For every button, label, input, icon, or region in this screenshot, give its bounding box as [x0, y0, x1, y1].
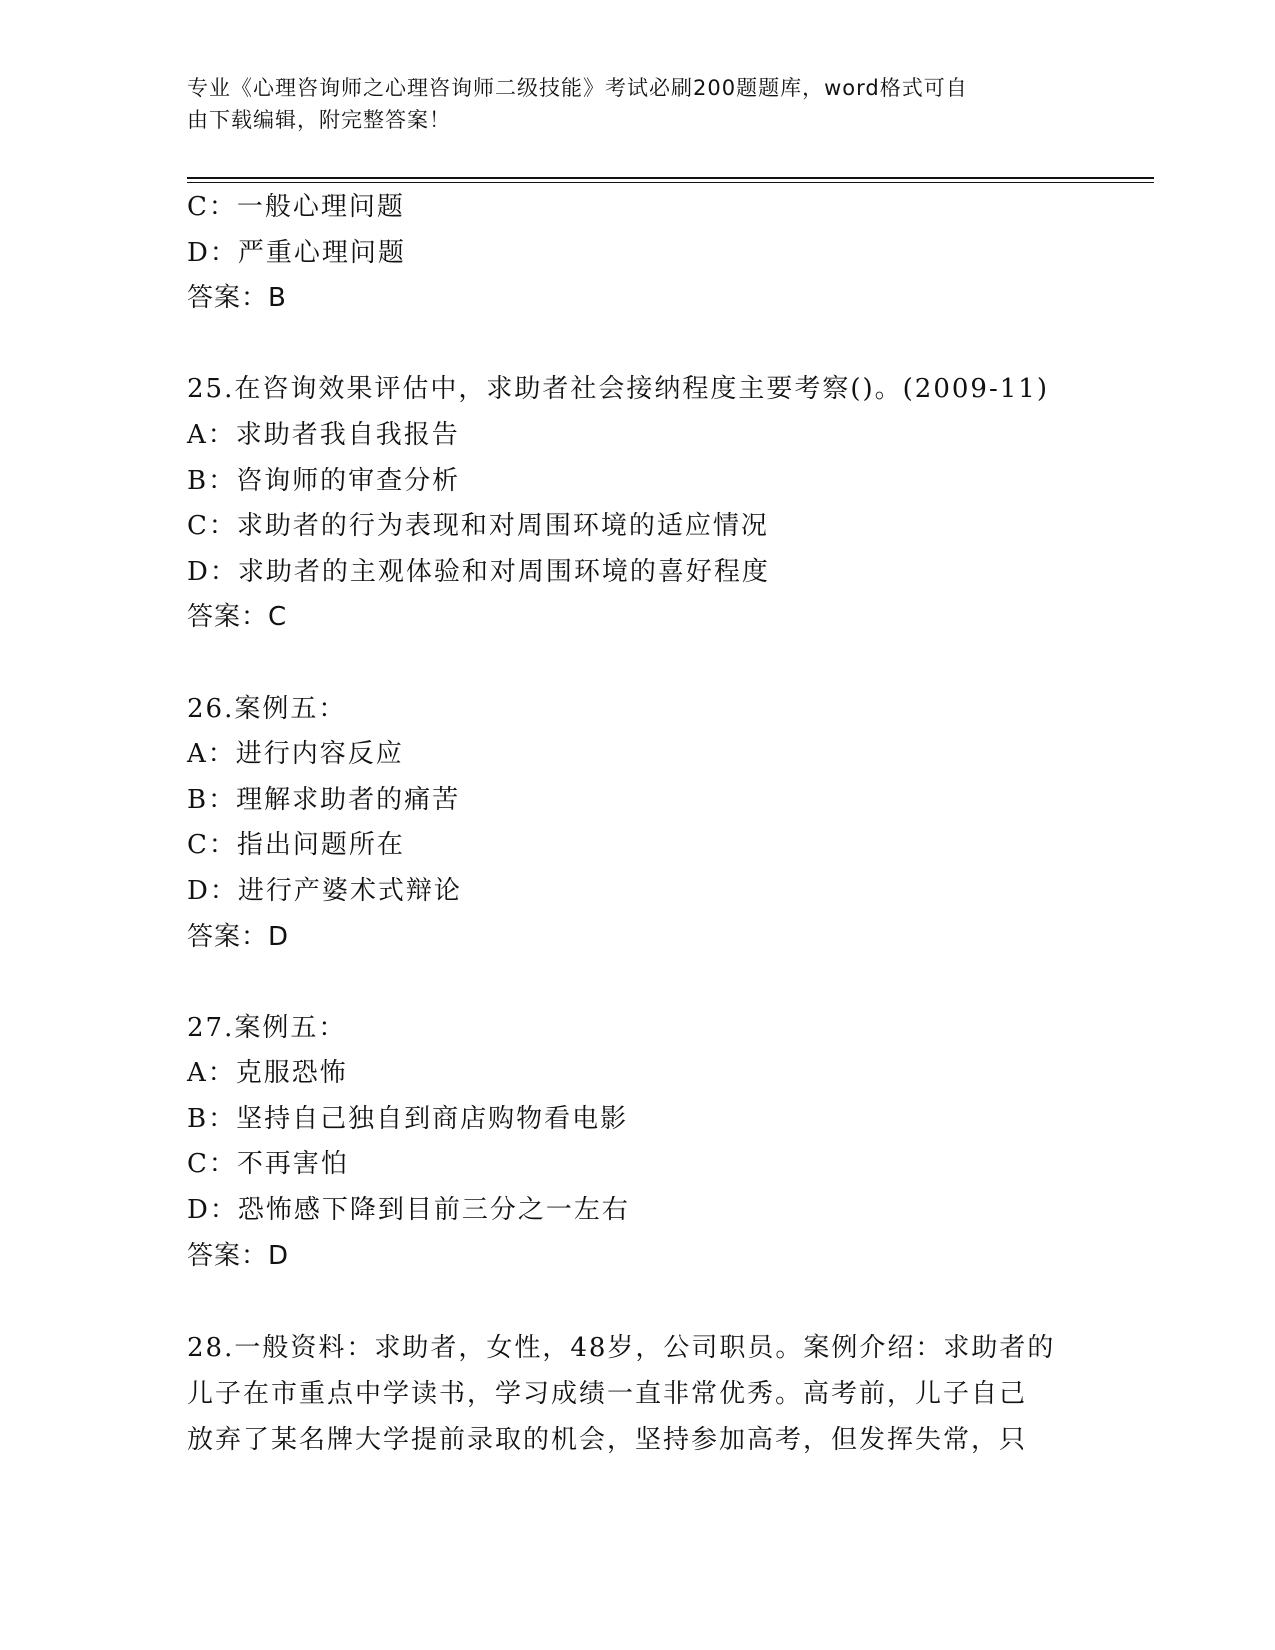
paragraph-line-2: 儿子在市重点中学读书，学习成绩一直非常优秀。高考前，儿子自己 [187, 1378, 1028, 1409]
option-c: C：不再害怕 [187, 1149, 349, 1180]
question-28 [187, 1325, 1087, 1463]
question-stem: 25.在咨询效果评估中，求助者社会接纳程度主要考察()。(2009-11) [187, 374, 1049, 405]
spacer [187, 960, 1127, 1006]
question-stem: 27.案例五： [187, 1012, 347, 1043]
spacer [187, 641, 1127, 687]
question-26 [187, 687, 1127, 961]
document-body [187, 185, 1127, 1463]
question-stem: 26.案例五： [187, 693, 347, 724]
option-c: C：指出问题所在 [187, 830, 405, 861]
header-rule-thick [187, 177, 1154, 179]
question-24 [187, 185, 1127, 322]
option-b: B：理解求助者的痛苦 [187, 784, 461, 815]
paragraph-line-3: 放弃了某名牌大学提前录取的机会，坚持参加高考，但发挥失常，只 [187, 1424, 1028, 1455]
header-line-2: 由下载编辑，附完整答案！ [187, 108, 451, 132]
header-line-1: 专业《心理咨询师之心理咨询师二级技能》考试必刷200题题库，word格式可自 [187, 76, 968, 100]
answer: 答案：D [187, 1240, 290, 1271]
option-b: B：坚持自己独自到商店购物看电影 [187, 1103, 629, 1134]
option-d: D：求助者的主观体验和对周围环境的喜好程度 [187, 556, 770, 587]
answer: 答案：C [187, 602, 288, 633]
option-d: D：严重心理问题 [187, 237, 406, 268]
spacer [187, 322, 1127, 368]
option-b: B：咨询师的审查分析 [187, 465, 461, 496]
option-c: C：一般心理问题 [187, 192, 405, 222]
page-header [187, 72, 1077, 136]
option-c: C：求助者的行为表现和对周围环境的适应情况 [187, 511, 769, 542]
question-25 [187, 367, 1127, 641]
header-rule-thin [187, 182, 1154, 183]
option-a: A：进行内容反应 [187, 739, 404, 770]
answer: 答案：B [187, 283, 287, 314]
option-d: D：进行产婆术式辩论 [187, 875, 462, 906]
spacer [187, 1279, 1127, 1325]
answer: 答案：D [187, 921, 290, 952]
question-27 [187, 1006, 1127, 1280]
option-d: D：恐怖感下降到目前三分之一左右 [187, 1195, 630, 1226]
option-a: A：求助者我自我报告 [187, 419, 460, 450]
option-a: A：克服恐怖 [187, 1058, 348, 1089]
paragraph-line-1: 28.一般资料：求助者，女性，48岁，公司职员。案例介绍：求助者的 [187, 1332, 1056, 1363]
